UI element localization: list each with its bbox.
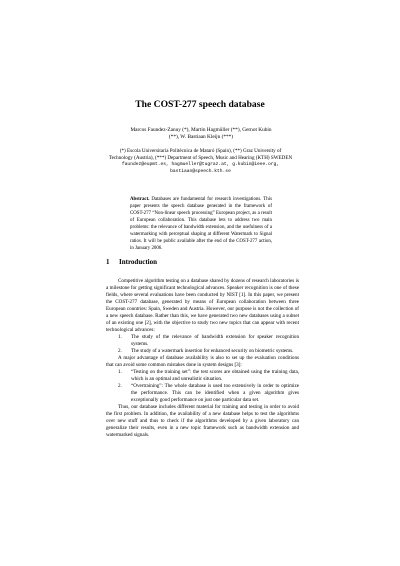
list-item-text: “Overtraining”: The whole database is used too extensively in order to optimize the performance. This can be identified when a given algorithm gives exceptionally good performance on just one particular data set. bbox=[131, 383, 299, 403]
list-item bbox=[106, 383, 299, 404]
abstract-label: Abstract. bbox=[130, 197, 150, 202]
paper-title: The COST-277 speech database bbox=[135, 99, 265, 110]
paragraph: A major advantage of database availability is also to set up the evaluation conditions that can avoid some common mistakes done in system designs [3]: bbox=[106, 355, 299, 368]
list-item-text: The study of a watermark insertion for enhanced security on biometric systems. bbox=[131, 348, 294, 354]
numbered-list bbox=[106, 334, 299, 355]
list-number: 2. bbox=[118, 383, 122, 389]
abstract bbox=[130, 196, 272, 252]
list-item bbox=[106, 348, 299, 355]
list-item-text: “Testing on the training set”: the test scores are obtained using the training data, which is an optimal and unrealistic situation. bbox=[131, 369, 299, 382]
list-number: 1. bbox=[118, 334, 122, 340]
author-emails: faundez@eupmt.es, hagmueller@tugraz.at, g.kubin@ieee.org, bastiaan@speech.kth.se bbox=[121, 162, 280, 174]
abstract-text: Databases are fundamental for research investigations. This paper presents the speech database generated in the framework of COST-277 “Non-linear speech processing” European project, as a result of European collaboration. This database lets to address two main problems: the relevance of bandwidth extension, and the usefulness of a watermarking with perceptual shaping at different Watermark to Signal ratios. It will be public available after the end of the COST-277 action, in January 2006. bbox=[130, 197, 272, 251]
section-number: 1 bbox=[106, 258, 110, 266]
affiliations: (*) Escola Universitaria Politècnica de Mataró (Spain), (**) Graz University of Technology (Austria), (***) Department of Speech, Music and Hearing (KTH) SWEDEN bbox=[108, 148, 293, 161]
list-number: 2. bbox=[118, 348, 122, 354]
numbered-list bbox=[106, 369, 299, 404]
paragraph: Thus, our database includes different material for training and testing in order to avoid the first problem. In addition, the availability of a new database helps to test the algorithms over new stuff and thus to check if the algorithms developed by a given laboratory can generalize their results, even in a new topic framework such as bandwidth extension and watermarked signals. bbox=[106, 404, 299, 438]
paragraph: Competitive algorithm testing on a database shared by dozens of research laboratories is a milestone for getting significant technological advances. Speaker recognition is one of these fields, where several evaluations have been conducted by NIST [1]. In this paper, we present the COST-277 database, generated by means of European collaboration between three European countries: Spain, Sweden and Austria. However, our purpose is not the collection of a new speech database. Rather than this, we have generated two new databases using a subset of an existing one [2], with the objective to study two new topics that can appear with recent technological advances: bbox=[106, 278, 299, 333]
list-item bbox=[106, 334, 299, 348]
author-list: Marcos Faundez-Zanuy (*), Martin Hagmüller (**), Gernot Kubin (**), W. Bastiaan Kleijn (***) bbox=[130, 127, 272, 140]
list-number: 1. bbox=[118, 369, 122, 375]
list-item-text: The study of the relevance of bandwidth extension for speaker recognition systems. bbox=[131, 334, 299, 347]
section-title: Introduction bbox=[119, 258, 157, 266]
list-item bbox=[106, 369, 299, 383]
section-heading bbox=[106, 258, 157, 266]
section-body bbox=[106, 278, 299, 439]
